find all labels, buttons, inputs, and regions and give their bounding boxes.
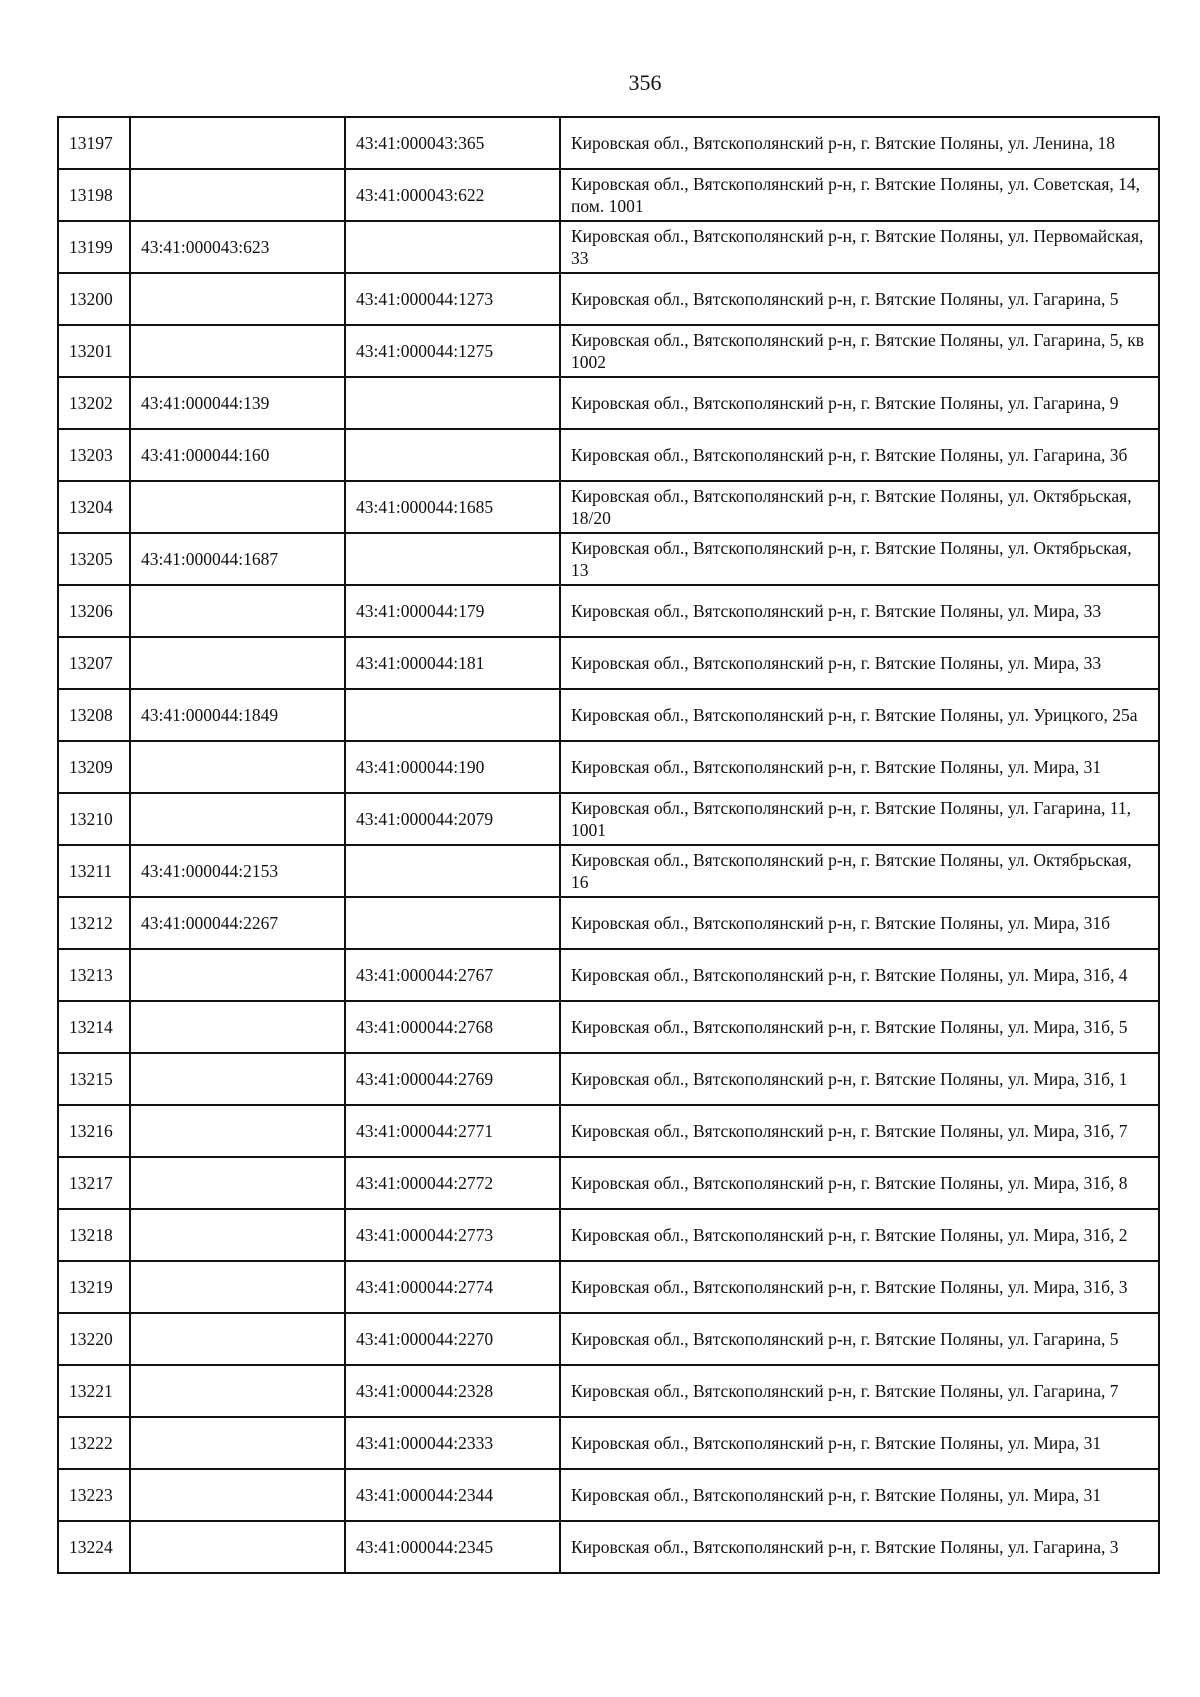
cadastral-number-cell-2: 43:41:000044:2771	[345, 1105, 560, 1157]
cadastral-number-cell-2	[345, 897, 560, 949]
address-cell: Кировская обл., Вятскополянский р-н, г. Вятские Поляны, ул. Гагарина, 3б	[560, 429, 1159, 481]
address-cell: Кировская обл., Вятскополянский р-н, г. Вятские Поляны, ул. Октябрьская, 13	[560, 533, 1159, 585]
table-row	[58, 1261, 1159, 1313]
table-row	[58, 637, 1159, 689]
cadastral-number-cell-1	[130, 585, 345, 637]
cadastral-number-cell-2: 43:41:000044:1685	[345, 481, 560, 533]
cadastral-number-cell-1	[130, 1469, 345, 1521]
table-row	[58, 117, 1159, 169]
table-row	[58, 273, 1159, 325]
table-row	[58, 1313, 1159, 1365]
cadastral-number-cell-2: 43:41:000044:2345	[345, 1521, 560, 1573]
table-row	[58, 1001, 1159, 1053]
cadastral-number-cell-2	[345, 429, 560, 481]
table-row	[58, 1209, 1159, 1261]
cadastral-number-cell-2: 43:41:000044:2344	[345, 1469, 560, 1521]
address-cell: Кировская обл., Вятскополянский р-н, г. Вятские Поляны, ул. Гагарина, 11, 1001	[560, 793, 1159, 845]
row-number-cell: 13197	[58, 117, 130, 169]
row-number-cell: 13212	[58, 897, 130, 949]
cadastral-number-cell-1	[130, 1521, 345, 1573]
address-cell: Кировская обл., Вятскополянский р-н, г. Вятские Поляны, ул. Первомайская, 33	[560, 221, 1159, 273]
address-cell: Кировская обл., Вятскополянский р-н, г. Вятские Поляны, ул. Мира, 31б, 4	[560, 949, 1159, 1001]
row-number-cell: 13223	[58, 1469, 130, 1521]
row-number-cell: 13205	[58, 533, 130, 585]
row-number-cell: 13219	[58, 1261, 130, 1313]
row-number-cell: 13199	[58, 221, 130, 273]
row-number-cell: 13218	[58, 1209, 130, 1261]
cadastral-number-cell-2	[345, 533, 560, 585]
cadastral-number-cell-1: 43:41:000044:139	[130, 377, 345, 429]
row-number-cell: 13216	[58, 1105, 130, 1157]
cadastral-number-cell-2: 43:41:000044:2270	[345, 1313, 560, 1365]
cadastral-number-cell-1: 43:41:000044:2153	[130, 845, 345, 897]
table-row	[58, 897, 1159, 949]
address-cell: Кировская обл., Вятскополянский р-н, г. Вятские Поляны, ул. Гагарина, 5	[560, 273, 1159, 325]
row-number-cell: 13210	[58, 793, 130, 845]
table-row	[58, 1105, 1159, 1157]
cadastral-number-cell-1	[130, 1209, 345, 1261]
table-row	[58, 533, 1159, 585]
table-row	[58, 793, 1159, 845]
table-row	[58, 689, 1159, 741]
row-number-cell: 13204	[58, 481, 130, 533]
table-row	[58, 377, 1159, 429]
address-cell: Кировская обл., Вятскополянский р-н, г. Вятские Поляны, ул. Мира, 31	[560, 741, 1159, 793]
cadastral-number-cell-2: 43:41:000044:2772	[345, 1157, 560, 1209]
row-number-cell: 13202	[58, 377, 130, 429]
cadastral-number-cell-1	[130, 1417, 345, 1469]
address-cell: Кировская обл., Вятскополянский р-н, г. Вятские Поляны, ул. Советская, 14, пом. 1001	[560, 169, 1159, 221]
cadastral-number-cell-2: 43:41:000044:2328	[345, 1365, 560, 1417]
address-cell: Кировская обл., Вятскополянский р-н, г. Вятские Поляны, ул. Октябрьская, 18/20	[560, 481, 1159, 533]
address-cell: Кировская обл., Вятскополянский р-н, г. Вятские Поляны, ул. Октябрьская, 16	[560, 845, 1159, 897]
cadastral-number-cell-1	[130, 1053, 345, 1105]
cadastral-number-cell-1: 43:41:000044:1687	[130, 533, 345, 585]
cadastral-number-cell-1: 43:41:000043:623	[130, 221, 345, 273]
address-cell: Кировская обл., Вятскополянский р-н, г. Вятские Поляны, ул. Мира, 31б, 3	[560, 1261, 1159, 1313]
row-number-cell: 13209	[58, 741, 130, 793]
address-cell: Кировская обл., Вятскополянский р-н, г. Вятские Поляны, ул. Мира, 33	[560, 585, 1159, 637]
cadastral-number-cell-2: 43:41:000044:181	[345, 637, 560, 689]
cadastral-number-cell-2: 43:41:000044:2774	[345, 1261, 560, 1313]
row-number-cell: 13201	[58, 325, 130, 377]
row-number-cell: 13207	[58, 637, 130, 689]
cadastral-number-cell-1	[130, 1157, 345, 1209]
cadastral-number-cell-1	[130, 481, 345, 533]
row-number-cell: 13208	[58, 689, 130, 741]
address-cell: Кировская обл., Вятскополянский р-н, г. Вятские Поляны, ул. Гагарина, 7	[560, 1365, 1159, 1417]
cadastral-number-cell-2: 43:41:000044:179	[345, 585, 560, 637]
address-cell: Кировская обл., Вятскополянский р-н, г. Вятские Поляны, ул. Мира, 31	[560, 1469, 1159, 1521]
table-row	[58, 325, 1159, 377]
table-row	[58, 429, 1159, 481]
table-row	[58, 845, 1159, 897]
address-cell: Кировская обл., Вятскополянский р-н, г. Вятские Поляны, ул. Ленина, 18	[560, 117, 1159, 169]
table-row	[58, 949, 1159, 1001]
cadastral-number-cell-1	[130, 1001, 345, 1053]
row-number-cell: 13215	[58, 1053, 130, 1105]
row-number-cell: 13206	[58, 585, 130, 637]
address-cell: Кировская обл., Вятскополянский р-н, г. Вятские Поляны, ул. Мира, 31б, 1	[560, 1053, 1159, 1105]
cadastral-number-cell-1	[130, 741, 345, 793]
registry-table	[57, 116, 1160, 1574]
cadastral-number-cell-2: 43:41:000044:190	[345, 741, 560, 793]
row-number-cell: 13224	[58, 1521, 130, 1573]
address-cell: Кировская обл., Вятскополянский р-н, г. Вятские Поляны, ул. Гагарина, 5, кв 1002	[560, 325, 1159, 377]
cadastral-number-cell-1	[130, 1105, 345, 1157]
row-number-cell: 13217	[58, 1157, 130, 1209]
row-number-cell: 13198	[58, 169, 130, 221]
cadastral-number-cell-1: 43:41:000044:160	[130, 429, 345, 481]
address-cell: Кировская обл., Вятскополянский р-н, г. Вятские Поляны, ул. Мира, 31б, 7	[560, 1105, 1159, 1157]
address-cell: Кировская обл., Вятскополянский р-н, г. Вятские Поляны, ул. Мира, 31б, 2	[560, 1209, 1159, 1261]
table-row	[58, 1521, 1159, 1573]
row-number-cell: 13221	[58, 1365, 130, 1417]
cadastral-number-cell-2: 43:41:000044:2768	[345, 1001, 560, 1053]
row-number-cell: 13220	[58, 1313, 130, 1365]
cadastral-number-cell-2: 43:41:000044:2767	[345, 949, 560, 1001]
table-row	[58, 1053, 1159, 1105]
cadastral-number-cell-1	[130, 949, 345, 1001]
cadastral-number-cell-2	[345, 845, 560, 897]
cadastral-number-cell-2: 43:41:000044:2773	[345, 1209, 560, 1261]
row-number-cell: 13222	[58, 1417, 130, 1469]
cadastral-number-cell-2: 43:41:000044:1275	[345, 325, 560, 377]
cadastral-number-cell-2: 43:41:000043:365	[345, 117, 560, 169]
row-number-cell: 13213	[58, 949, 130, 1001]
row-number-cell: 13203	[58, 429, 130, 481]
cadastral-number-cell-1	[130, 325, 345, 377]
cadastral-number-cell-1	[130, 1261, 345, 1313]
cadastral-number-cell-2: 43:41:000044:2769	[345, 1053, 560, 1105]
table-row	[58, 585, 1159, 637]
cadastral-number-cell-2	[345, 221, 560, 273]
page-number: 356	[628, 70, 662, 95]
cadastral-number-cell-2: 43:41:000044:2333	[345, 1417, 560, 1469]
table-row	[58, 741, 1159, 793]
address-cell: Кировская обл., Вятскополянский р-н, г. Вятские Поляны, ул. Мира, 31	[560, 1417, 1159, 1469]
table-row	[58, 221, 1159, 273]
cadastral-number-cell-1: 43:41:000044:2267	[130, 897, 345, 949]
row-number-cell: 13200	[58, 273, 130, 325]
cadastral-number-cell-1	[130, 793, 345, 845]
cadastral-number-cell-2: 43:41:000044:2079	[345, 793, 560, 845]
table-row	[58, 169, 1159, 221]
cadastral-number-cell-2	[345, 689, 560, 741]
table-row	[58, 1417, 1159, 1469]
cadastral-number-cell-1	[130, 637, 345, 689]
row-number-cell: 13211	[58, 845, 130, 897]
row-number-cell: 13214	[58, 1001, 130, 1053]
address-cell: Кировская обл., Вятскополянский р-н, г. Вятские Поляны, ул. Гагарина, 3	[560, 1521, 1159, 1573]
table-row	[58, 1469, 1159, 1521]
table-row	[58, 1157, 1159, 1209]
cadastral-number-cell-2	[345, 377, 560, 429]
cadastral-number-cell-1	[130, 273, 345, 325]
cadastral-number-cell-1: 43:41:000044:1849	[130, 689, 345, 741]
address-cell: Кировская обл., Вятскополянский р-н, г. Вятские Поляны, ул. Мира, 31б	[560, 897, 1159, 949]
registry-table-body	[58, 117, 1159, 1573]
table-row	[58, 1365, 1159, 1417]
cadastral-number-cell-1	[130, 169, 345, 221]
cadastral-number-cell-2: 43:41:000043:622	[345, 169, 560, 221]
address-cell: Кировская обл., Вятскополянский р-н, г. Вятские Поляны, ул. Урицкого, 25а	[560, 689, 1159, 741]
address-cell: Кировская обл., Вятскополянский р-н, г. Вятские Поляны, ул. Мира, 31б, 5	[560, 1001, 1159, 1053]
address-cell: Кировская обл., Вятскополянский р-н, г. Вятские Поляны, ул. Гагарина, 9	[560, 377, 1159, 429]
cadastral-number-cell-2: 43:41:000044:1273	[345, 273, 560, 325]
address-cell: Кировская обл., Вятскополянский р-н, г. Вятские Поляны, ул. Гагарина, 5	[560, 1313, 1159, 1365]
cadastral-number-cell-1	[130, 1313, 345, 1365]
address-cell: Кировская обл., Вятскополянский р-н, г. Вятские Поляны, ул. Мира, 31б, 8	[560, 1157, 1159, 1209]
cadastral-number-cell-1	[130, 117, 345, 169]
table-row	[58, 481, 1159, 533]
address-cell: Кировская обл., Вятскополянский р-н, г. Вятские Поляны, ул. Мира, 33	[560, 637, 1159, 689]
cadastral-number-cell-1	[130, 1365, 345, 1417]
